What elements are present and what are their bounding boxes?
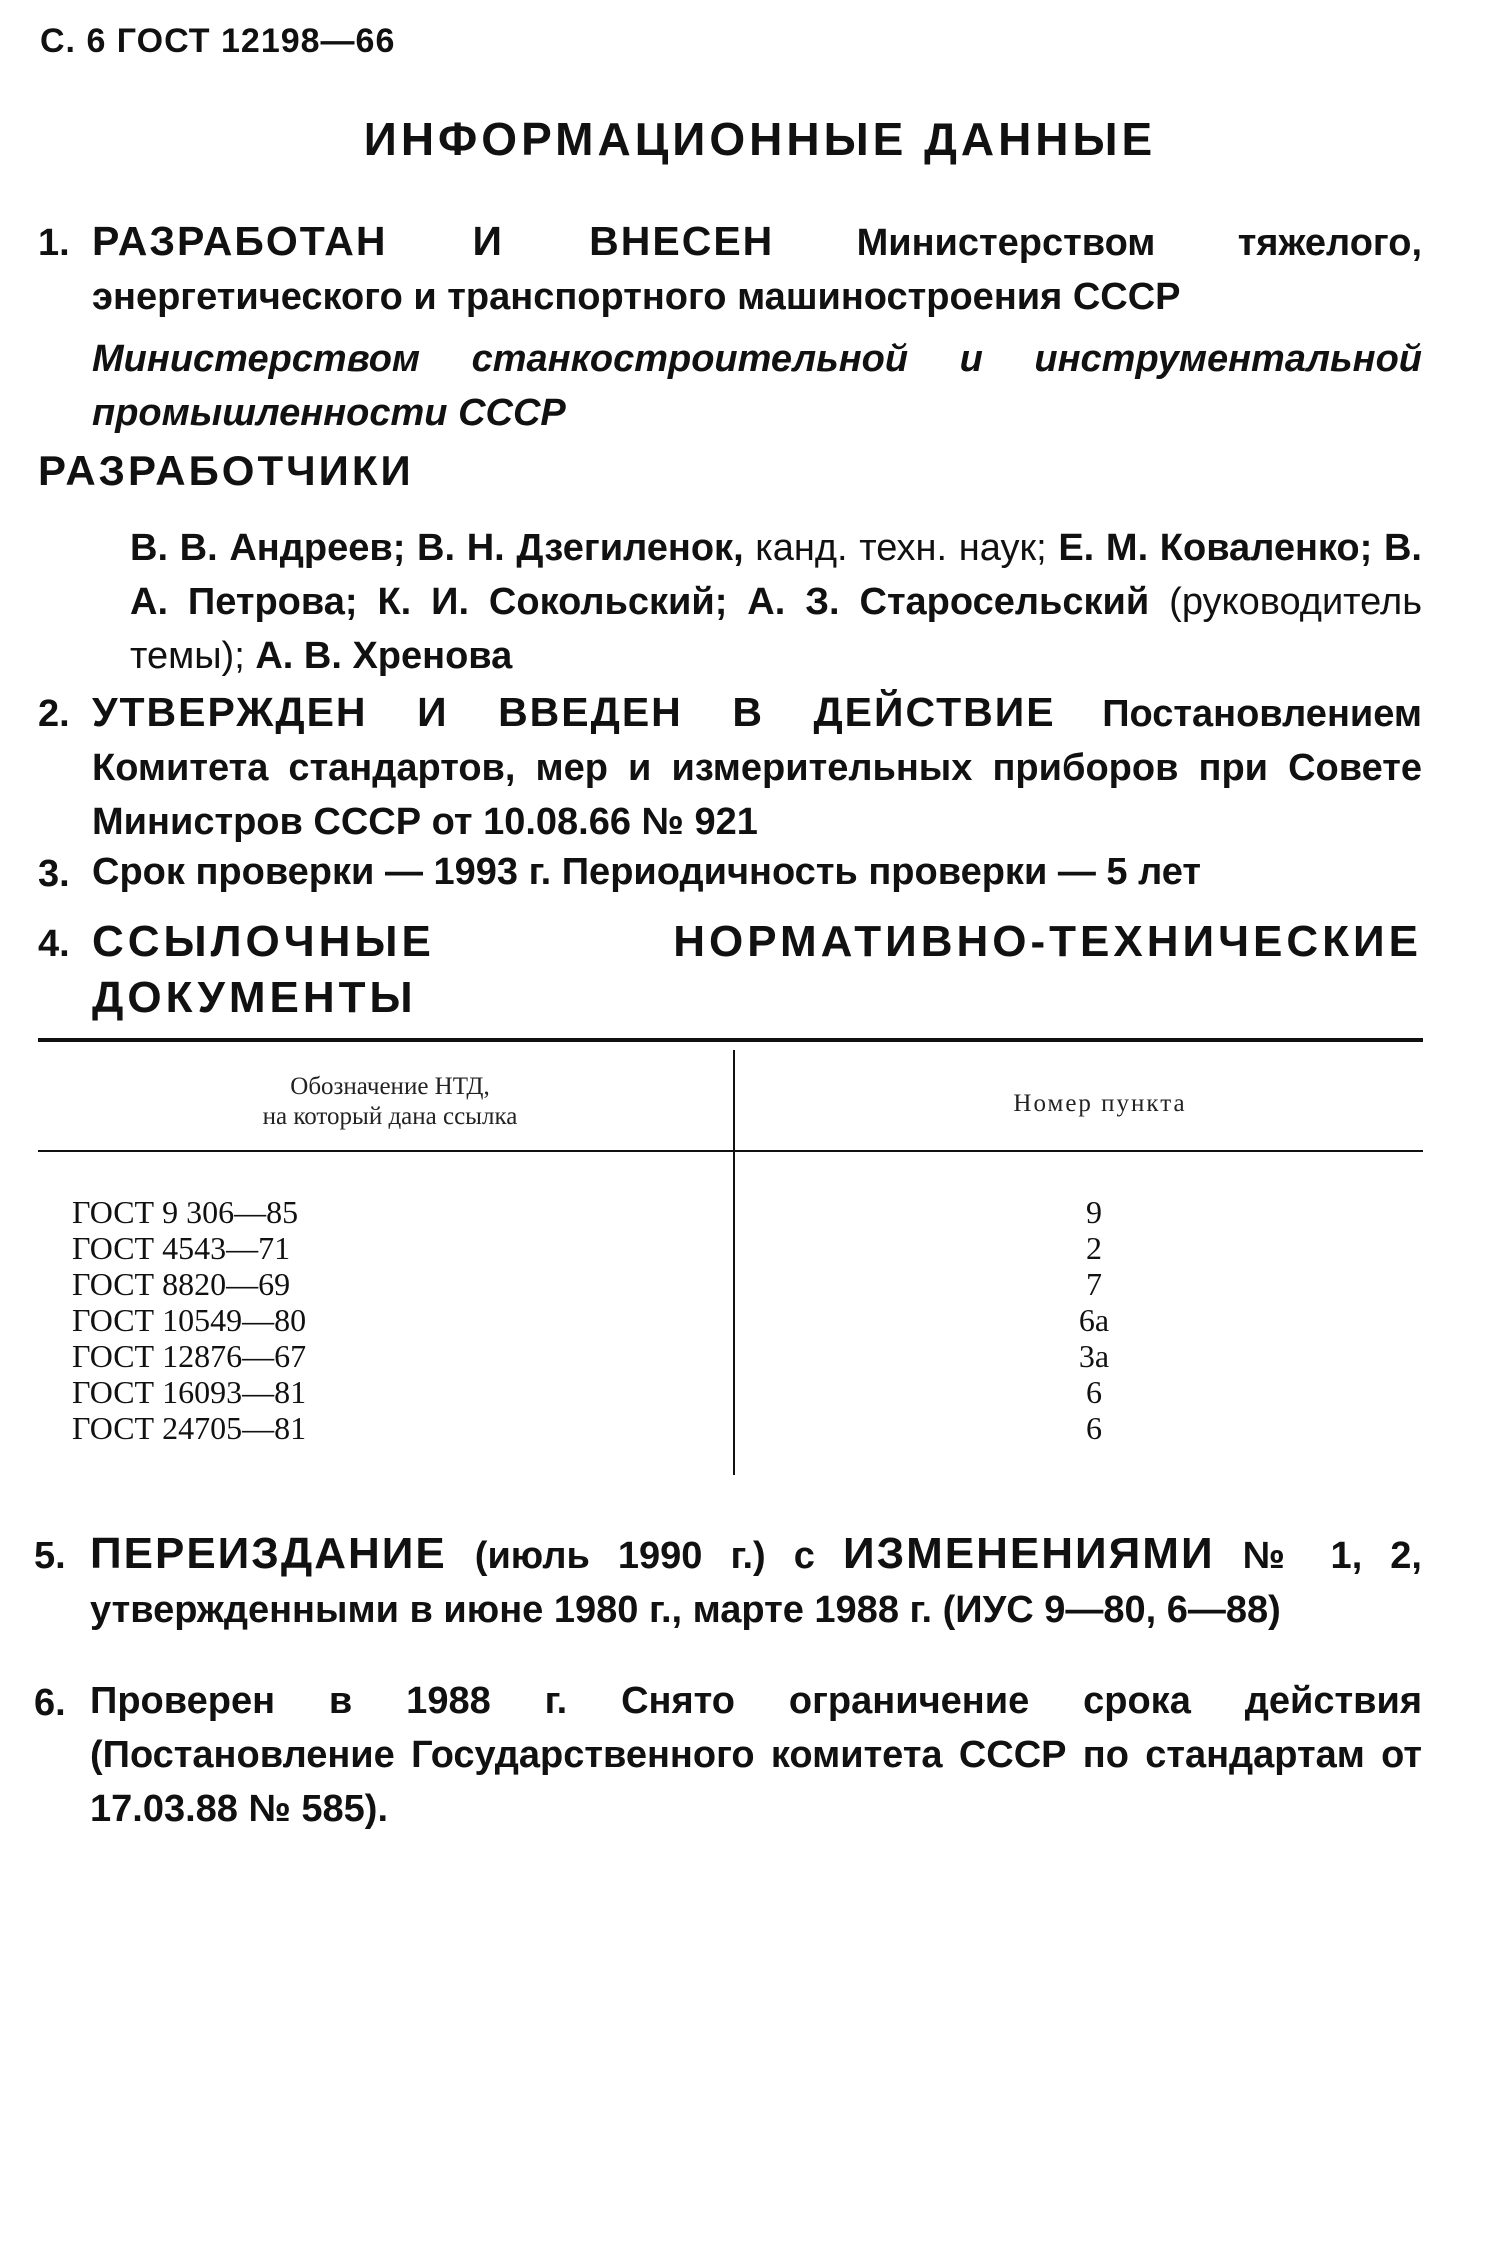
item-1-paragraph [92,214,1422,324]
page-title: ИНФОРМАЦИОННЫЕ ДАННЫЕ [363,113,1157,165]
table-top-rule [38,1038,1423,1042]
table-row-item: 3а [1078,1338,1110,1374]
item-2-number: 2. [38,693,70,735]
item-2-lead: УТВЕРЖДЕН И ВВЕДЕН В ДЕЙСТВИЕ [92,689,1056,735]
table-column-divider [733,1050,735,1475]
item-5-lead2: ИЗМЕНЕНИЯМИ [842,1529,1215,1578]
table-row-doc: ГОСТ 16093—81 [72,1374,307,1410]
table-header-col2: Номер пункта [1013,1090,1187,1117]
item-2-paragraph [92,685,1422,849]
table-header-rule [38,1150,1423,1152]
item-4-lead: ССЫЛОЧНЫЕ НОРМАТИВНО-ТЕХНИЧЕСКИЕ ДОКУМЕНТЫ [92,917,1422,1022]
item-3-number: 3. [38,853,70,895]
item-1-text: Министерством тяжелого, энергетического и транспортного машиностроения СССР [92,222,1423,318]
developers-paragraph [130,521,1422,683]
item-6-number: 6. [34,1682,66,1724]
developers-names-3: А. В. Хренова [244,635,513,677]
table-row-doc: ГОСТ 10549—80 [72,1302,307,1338]
table-row-item: 9 [1086,1194,1102,1230]
table-row-item: 6а [1078,1302,1110,1338]
table-row-doc: ГОСТ 8820—69 [72,1266,291,1302]
table-row-doc: ГОСТ 9 306—85 [72,1194,299,1230]
developers-role: (руководитель темы); [130,581,1422,677]
developers-names-1: В. В. Андреев; В. Н. Дзегиленок, [130,527,744,569]
developers-degree: канд. техн. наук; [743,527,1047,569]
table-row-item: 6 [1086,1374,1102,1410]
item-3-text: Срок проверки — 1993 г. Периодичность проверки — 5 лет [92,851,1201,893]
table-header-col1-line1: Обозначение НТД, [290,1073,490,1100]
table-header-col1 [120,1072,660,1132]
table-row-doc: ГОСТ 12876—67 [72,1338,307,1374]
table-row-item: 6 [1086,1410,1102,1446]
item-5-paragraph [90,1527,1422,1637]
item-5-text2: № 1, 2, утвержденными в июне 1980 г., марте 1988 г. (ИУС 9—80, 6—88) [90,1535,1422,1631]
table-body-right [1054,1194,1134,1446]
item-5-text1: (июль 1990 г.) с [446,1535,843,1577]
item-6-text: Проверен в 1988 г. Снято ограничение срока действия (Постановление Государственного комитета СССР по стандартам от 17.03.88 № 585). [90,1680,1422,1830]
table-header-col1-line2: на который дана ссылка [262,1103,518,1130]
table-row-item: 2 [1086,1230,1102,1266]
item-2-text: Постановлением Комитета стандартов, мер и измерительных приборов при Совете Министров СССР от 10.08.66 № 921 [92,693,1422,843]
item-5-lead: ПЕРЕИЗДАНИЕ [90,1529,447,1578]
table-row-doc: ГОСТ 4543—71 [72,1230,291,1266]
item-1-number: 1. [38,222,70,264]
developers-names-2: Е. М. Коваленко; В. А. Петрова; К. И. Сокольский; А. З. Старосельский [130,527,1422,623]
item-4-number: 4. [38,923,70,965]
table-row-doc: ГОСТ 24705—81 [72,1410,307,1446]
developers-heading: РАЗРАБОТЧИКИ [38,447,414,494]
item-4-paragraph [92,915,1422,1027]
page-header: С. 6 ГОСТ 12198—66 [40,22,396,60]
table-row-item: 7 [1086,1266,1102,1302]
item-1-lead: РАЗРАБОТАН И ВНЕСЕН [92,218,775,264]
table-body-left [72,1194,306,1446]
item-5-number: 5. [34,1535,66,1577]
item-1-text2: Министерством станкостроительной и инструментальной промышленности СССР [92,338,1422,434]
